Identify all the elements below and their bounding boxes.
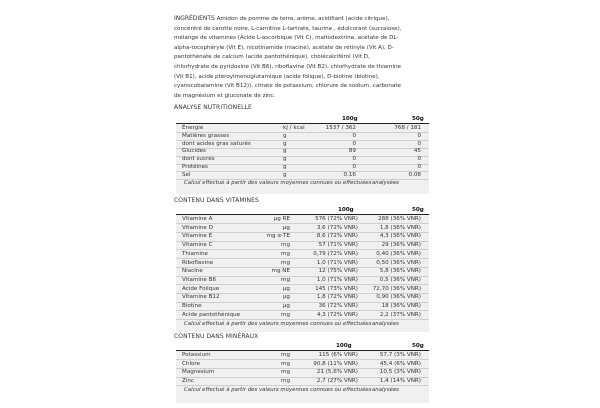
table-header: [176, 207, 429, 215]
row-label: Vitamine A: [182, 216, 213, 222]
row-value-100g: 36 (72% VNR): [318, 303, 358, 309]
table-footnote-suffix: analysées: [372, 180, 399, 187]
row-label: Vitamine B12: [182, 294, 220, 301]
row-value-50g: 0: [417, 164, 421, 170]
table-row: [176, 369, 429, 377]
row-value-100g: 89: [348, 148, 356, 155]
row-value-100g: 12 (75% VNR): [318, 268, 358, 275]
ingredients-line: pantothénate de calcium (acide pantothénique), cholécalciférol (Vit D,: [174, 54, 370, 61]
table-row: [176, 251, 429, 259]
row-value-100g: 145 (73% VNR): [315, 285, 358, 292]
row-unit: kJ / kcal: [283, 125, 305, 131]
row-label: Matières grasses: [182, 132, 230, 139]
table-header: [176, 343, 429, 351]
table-row: [176, 225, 429, 233]
row-unit: µg: [282, 294, 290, 301]
ingredients-title: INGRÉDIENTS: [174, 15, 215, 22]
table-footnote-suffix: analysées: [372, 320, 399, 327]
row-unit: g: [283, 140, 287, 147]
ingredients-line: concentré de carotte noire, L-carnitine L-tartrate, taurine , édulcorant (sucralose),: [174, 25, 402, 32]
row-label: Énergie: [182, 125, 204, 131]
row-label: Niacine: [182, 268, 203, 275]
column-header-100g: 100g: [342, 116, 358, 122]
row-value-50g: 0.08: [408, 171, 421, 178]
row-value-100g: 57 (71% VNR): [318, 242, 358, 249]
row-value-50g: 5,8 (36% VNR): [379, 268, 421, 275]
ingredients-line: Amidon de pomme de terre, arôme, acidifiant (acide citrique),: [216, 16, 390, 22]
row-unit: µg RE: [273, 216, 290, 222]
table-row: [176, 286, 429, 294]
column-header-50g: 50g: [412, 343, 424, 349]
row-unit: µg: [282, 224, 290, 231]
analyse-table: [176, 116, 429, 194]
row-unit: g: [283, 171, 287, 178]
row-label: Zinc: [182, 378, 195, 385]
row-unit: mg: [281, 311, 290, 318]
table-row: [176, 242, 429, 250]
table-row: [176, 378, 429, 386]
table-row: [176, 312, 429, 320]
row-unit: g: [283, 164, 287, 170]
row-value-100g: 1537 / 362: [325, 125, 356, 131]
column-header-100g: 100g: [336, 343, 352, 349]
row-value-50g: 0: [417, 156, 421, 163]
ingredients-line: (Vit B1), acide ptéroylmonoglutamique (acide folique), D-biotine (biotine),: [174, 73, 380, 80]
column-header-50g: 50g: [412, 116, 424, 122]
row-value-100g: 1,0 (71% VNR): [316, 259, 358, 266]
table-row: [176, 277, 429, 285]
row-value-100g: 0: [352, 132, 356, 139]
row-value-50g: 1,4 (14% VNR): [379, 378, 421, 385]
row-label: Biotine: [182, 303, 202, 309]
table-row: [176, 233, 429, 241]
ingredients-line: mélange de vitamines (Acide L-ascorbique (Vit C), maltodextrine, acétate de DL-: [174, 35, 399, 42]
ingredients-line: de magnésium et gluconate de zinc.: [174, 92, 276, 99]
row-label: Riboflavine: [182, 259, 214, 266]
row-label: Vitamine C: [182, 242, 213, 249]
table-row: [176, 260, 429, 268]
table-header: [176, 116, 429, 124]
row-value-50g: 0: [417, 140, 421, 147]
table-row: [176, 172, 429, 180]
row-label: Glucides: [182, 148, 206, 155]
row-value-100g: 8,6 (72% VNR): [316, 233, 358, 240]
mineraux-title: CONTENU DANS MINÉRAUX: [174, 333, 259, 340]
mineraux-table: [176, 343, 429, 403]
row-unit: g: [283, 148, 287, 155]
ingredients-line: alpha-tocophéryle (Vit E), nicotinamide (niacine), acétate de rétinyle (Vit A), D-: [174, 44, 394, 51]
row-unit: µg: [282, 285, 290, 292]
row-value-50g: 0,90 (36% VNR): [376, 294, 421, 301]
table-row: [176, 352, 429, 360]
row-label: Protéines: [182, 164, 208, 170]
row-value-100g: 21 (5,6% VNR): [316, 369, 358, 376]
row-value-50g: 10,5 (3% VNR): [379, 369, 421, 376]
row-value-50g: 1,8 (36% VNR): [379, 224, 421, 231]
vitamines-table: [176, 207, 429, 332]
row-value-100g: 4,3 (72% VNR): [316, 311, 358, 318]
table-footnote: Calcul effectué à partir des valeurs moyennes connues ou effectuées: [184, 320, 372, 327]
analyse-title: ANALYSE NUTRITIONELLE: [174, 104, 252, 111]
column-header-50g: 50g: [412, 207, 424, 213]
row-unit: mg α-TE: [266, 233, 290, 240]
ingredients-line: chlorhydrate de pyridoxine (Vit B6), riboflavine (Vit B2), chlorhydrate de thiamine: [174, 63, 401, 70]
row-label: Magnesium: [182, 369, 215, 376]
row-value-100g: 3,6 (72% VNR): [316, 224, 358, 231]
row-value-100g: 0.16: [343, 171, 356, 178]
row-value-100g: 0: [352, 140, 356, 147]
table-row: [176, 294, 429, 302]
table-row: [176, 303, 429, 311]
row-value-100g: 2,7 (27% VNR): [316, 378, 358, 385]
row-unit: mg: [281, 242, 290, 249]
row-label: dont sucres: [182, 156, 215, 163]
row-unit: mg: [281, 369, 290, 376]
row-unit: mg NE: [271, 268, 290, 275]
ingredients-line: cyanocobalamine (Vit B12)), citrate de potassium, chlorure de sodium, carbonate: [174, 83, 401, 90]
row-value-50g: 72,70 (36% VNR): [372, 285, 421, 292]
row-label: Vitamine D: [182, 224, 213, 231]
column-header-100g: 100g: [338, 207, 354, 213]
row-unit: g: [283, 132, 287, 139]
row-unit: mg: [281, 360, 290, 367]
row-value-50g: 45,4 (6% VNR): [379, 360, 421, 367]
row-value-100g: 0: [352, 156, 356, 163]
row-value-100g: 576 (72% VNR): [315, 216, 358, 222]
ingredients-paragraph: [174, 14, 430, 101]
row-value-50g: 0,40 (36% VNR): [376, 250, 421, 257]
row-value-100g: 0,79 (72% VNR): [313, 250, 358, 257]
row-value-100g: 1,0 (71% VNR): [316, 276, 358, 283]
row-value-100g: 1,8 (72% VNR): [316, 294, 358, 301]
table-footnote-suffix: analysées: [372, 387, 399, 394]
table-footnote: Calcul effectué à partir des valeurs moyennes connues ou effectuées: [184, 387, 372, 394]
row-value-50g: 45: [413, 148, 421, 155]
table-row: [176, 216, 429, 224]
row-value-50g: 29 (36% VNR): [381, 242, 421, 249]
row-value-100g: 90,8 (11% VNR): [313, 360, 358, 367]
row-label: Vitamine E: [182, 233, 213, 240]
table-footnote: Calcul effectué à partir des valeurs moyennes connues ou effectuées: [184, 180, 372, 187]
row-value-50g: 288 (36% VNR): [378, 216, 421, 222]
row-value-100g: 115 (6% VNR): [318, 352, 358, 358]
table-row: [176, 361, 429, 369]
row-unit: g: [283, 156, 287, 163]
row-unit: mg: [281, 378, 290, 385]
product-info-page: [174, 0, 430, 408]
row-unit: mg: [281, 352, 290, 358]
row-value-50g: 2,2 (37% VNR): [379, 311, 421, 318]
row-label: Vitamine B6: [182, 276, 217, 283]
row-unit: mg: [281, 276, 290, 283]
row-value-50g: 0: [417, 132, 421, 139]
row-label: Acide pantothénique: [182, 311, 241, 318]
table-row: [176, 268, 429, 276]
row-value-50g: 4,3 (36% VNR): [379, 233, 421, 240]
row-value-50g: 18 (36% VNR): [381, 303, 421, 309]
row-unit: mg: [281, 259, 290, 266]
row-label: Acide Folique: [182, 285, 220, 292]
row-label: Thiamine: [182, 250, 208, 257]
vitamines-title: CONTENU DANS VITAMINES: [174, 197, 259, 204]
row-value-50g: 0,50 (36% VNR): [376, 259, 421, 266]
row-unit: µg: [282, 303, 290, 309]
row-value-50g: 0,5 (36% VNR): [379, 276, 421, 283]
row-value-100g: 0: [352, 164, 356, 170]
row-value-50g: 57,7 (3% VNR): [379, 352, 421, 358]
row-label: dont acides gras saturés: [182, 140, 251, 147]
row-label: Potassium: [182, 352, 211, 358]
row-label: Chlore: [182, 360, 201, 367]
row-unit: mg: [281, 250, 290, 257]
row-label: Sel: [182, 171, 191, 178]
row-value-50g: 768 / 181: [394, 125, 421, 131]
